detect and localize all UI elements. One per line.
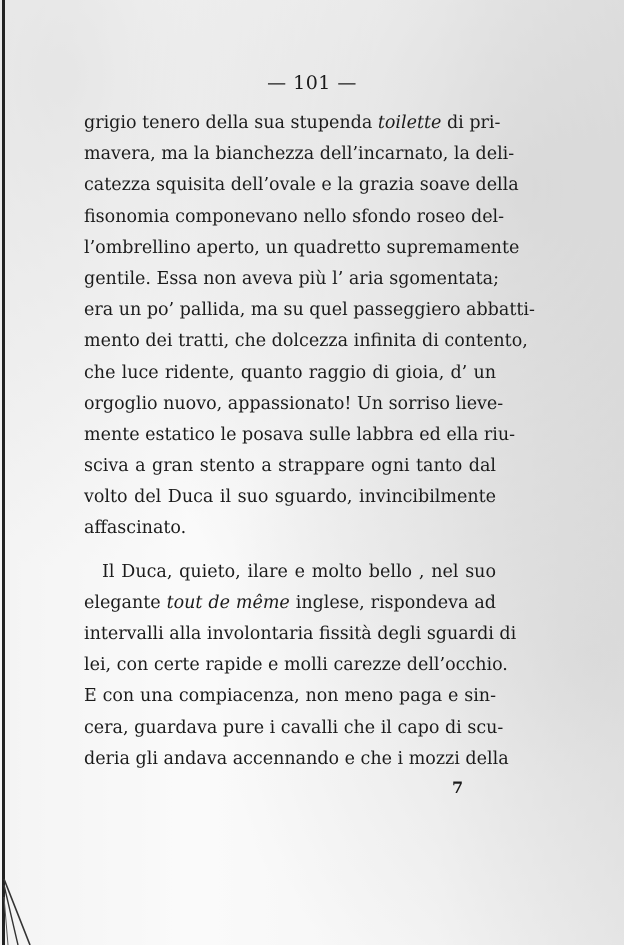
- text-line: volto del Duca il suo sguardo, invincibilmente: [84, 487, 496, 508]
- binding-edge: [2, 0, 5, 945]
- corner-fold: [0, 875, 40, 945]
- text-line: sciva a gran stento a strappare ogni tanto dal: [84, 456, 496, 477]
- text-line: intervalli alla involontaria fissità degli sguardi di: [84, 624, 517, 644]
- text-line: mavera, ma la bianchezza dell’incarnato, la deli-: [84, 144, 515, 165]
- italic-phrase: tout de même: [166, 592, 290, 613]
- text-line: era un po’ pallida, ma su quel passeggiero abbatti-: [84, 300, 535, 321]
- text-line: lei, con certe rapide e molli carezze dell’occhio.: [84, 655, 508, 676]
- text-line: deria gli andava accennando e che i mozzi della: [84, 748, 509, 769]
- text-line: orgoglio nuovo, appassionato! Un sorriso lieve-: [84, 393, 504, 414]
- paragraph: [84, 557, 517, 775]
- text-line: E con una compiacenza, non meno paga e sin-: [84, 686, 496, 707]
- text-line: affascinato.: [84, 518, 187, 539]
- text-line: mento dei tratti, che dolcezza infinita di contento,: [84, 331, 528, 352]
- paragraph-gap: [84, 545, 496, 557]
- text-line: catezza squisita dell’ovale e la grazia soave della: [84, 175, 519, 196]
- text-line: cera, guardava pure i cavalli che il capo di scu-: [84, 717, 504, 738]
- text-line: che luce ridente, quanto raggio di gioia, d’ un: [84, 362, 496, 383]
- text-line: gentile. Essa non aveva più l’ aria sgomentata;: [84, 268, 499, 289]
- signature-mark: 7: [452, 778, 464, 797]
- text-line: grigio tenero della sua stupenda toilette di pri-: [84, 113, 501, 133]
- text-line: l’ombrellino aperto, un quadretto supremamente: [84, 237, 520, 258]
- text-line: mente estatico le posava sulle labbra ed ella riu-: [84, 424, 516, 445]
- body-text: [84, 108, 535, 775]
- text-line: elegante tout de même inglese, rispondeva ad: [84, 592, 497, 613]
- text-line: fisonomia componevano nello sfondo roseo del-: [84, 206, 505, 227]
- italic-phrase: toilette: [377, 113, 442, 133]
- paragraph: [84, 108, 535, 545]
- page-number-header: — 101 —: [267, 72, 357, 94]
- text-line: Il Duca, quieto, ilare e molto bello , nel suo: [102, 561, 496, 582]
